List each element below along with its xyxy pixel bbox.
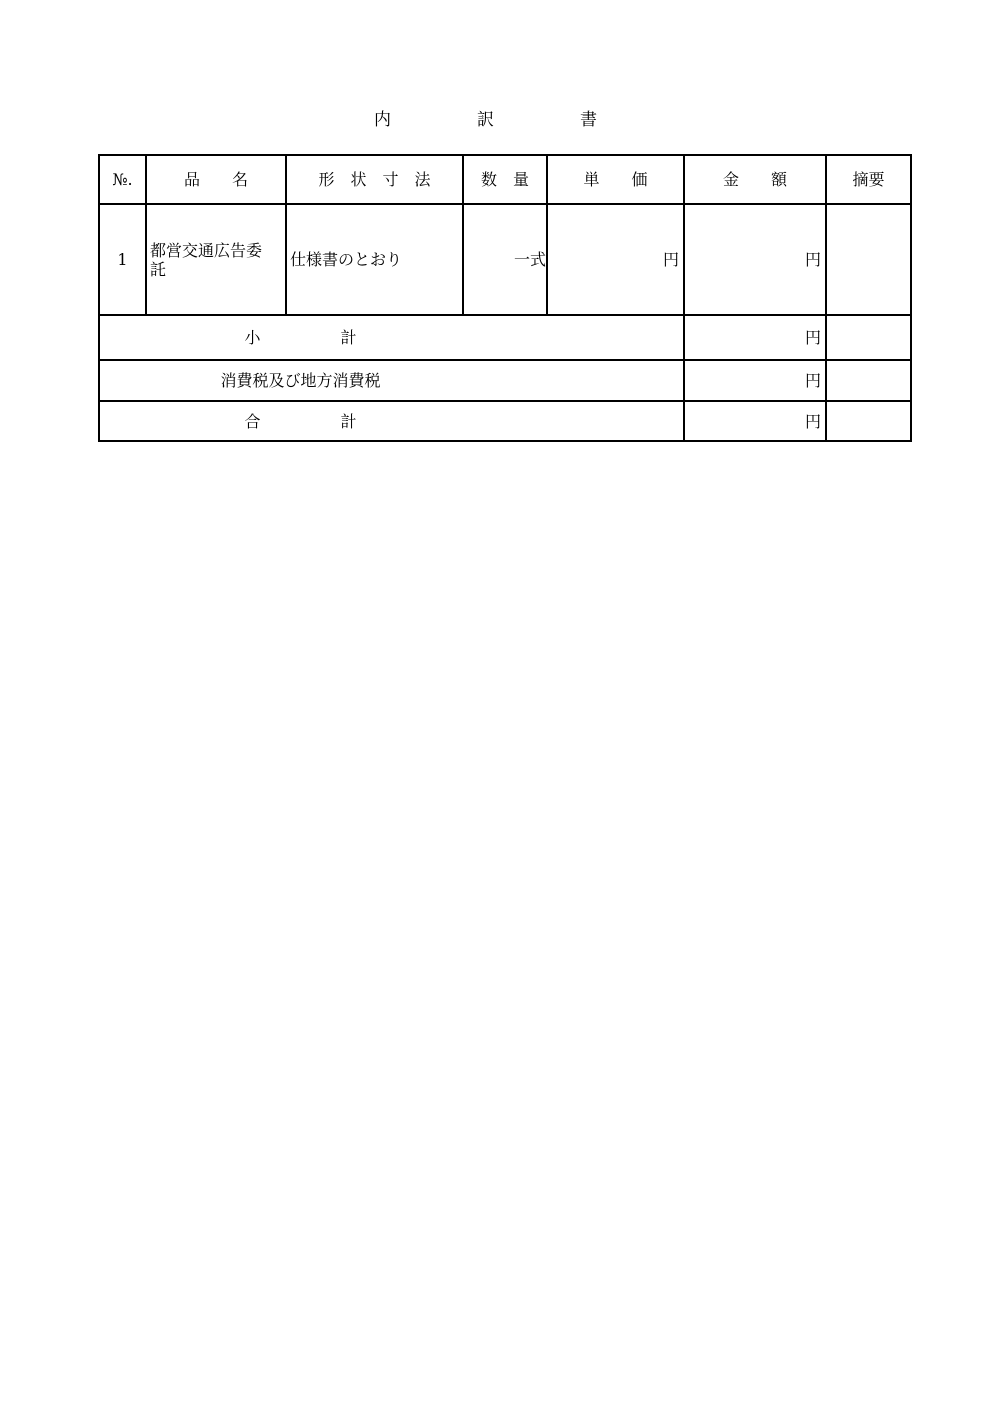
header-unit-price: 単 価 <box>547 155 684 204</box>
total-remarks <box>826 401 911 441</box>
item-amount: 円 <box>684 204 826 315</box>
title-char-3: 書 <box>580 110 597 130</box>
header-remarks: 摘要 <box>826 155 911 204</box>
tax-label: 消費税及び地方消費税 <box>99 360 684 401</box>
header-amount: 金 額 <box>684 155 826 204</box>
document-title <box>0 108 1000 132</box>
header-quantity: 数 量 <box>463 155 547 204</box>
subtotal-amount: 円 <box>684 315 826 360</box>
total-amount: 円 <box>684 401 826 441</box>
item-remarks <box>826 204 911 315</box>
header-row <box>99 155 911 204</box>
title-char-1: 内 <box>374 110 391 130</box>
subtotal-remarks <box>826 315 911 360</box>
item-name: 都営交通広告委託 <box>146 204 286 315</box>
tax-remarks <box>826 360 911 401</box>
title-char-2: 訳 <box>477 110 494 130</box>
header-item-name: 品 名 <box>146 155 286 204</box>
tax-amount: 円 <box>684 360 826 401</box>
tax-row <box>99 360 911 401</box>
table-row <box>99 204 911 315</box>
item-unit-price: 円 <box>547 204 684 315</box>
subtotal-label: 小 計 <box>99 315 684 360</box>
header-shape-dimensions: 形 状 寸 法 <box>286 155 463 204</box>
item-quantity: 一式 <box>463 204 547 315</box>
subtotal-row <box>99 315 911 360</box>
breakdown-table <box>98 154 912 442</box>
item-no: 1 <box>99 204 146 315</box>
total-label: 合 計 <box>99 401 684 441</box>
total-row <box>99 401 911 441</box>
item-shape: 仕様書のとおり <box>286 204 463 315</box>
header-no: №. <box>99 155 146 204</box>
